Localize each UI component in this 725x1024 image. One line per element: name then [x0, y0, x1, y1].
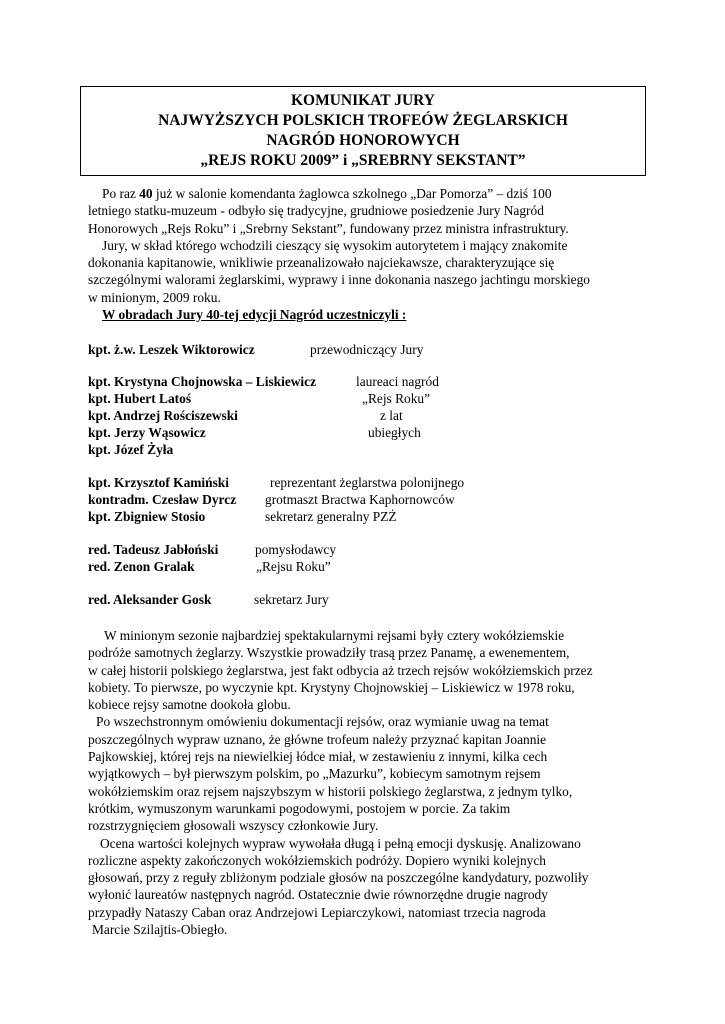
body-line: głosowań, przy z reguły zbliżonym podziale głosów na poszczególne kandydatury, pozwoliły	[88, 870, 589, 886]
title-line-3: NAGRÓD HONOROWYCH	[266, 132, 460, 149]
participants-heading: W obradach Jury 40-tej edycji Nagród uczestniczyli :	[102, 307, 407, 323]
jury-member-name: kpt. Andrzej Rościszewski	[88, 408, 238, 423]
jury-member-name: kpt. Józef Żyła	[88, 442, 174, 457]
intro-line-6: szczególnymi walorami żeglarskimi, wyprawy i inne dokonania naszego jachtingu morskiego	[88, 272, 591, 288]
body-line: rozliczne aspekty zakończonych wokółziemskich podróży. Dopiero wyniki kolejnych	[88, 852, 546, 868]
jury-member-role: laureaci nagród	[356, 374, 439, 389]
jury-member-name: kpt. Krystyna Chojnowska – Liskiewicz	[88, 374, 317, 389]
jury-member-role: z lat	[380, 408, 403, 423]
jury-member-name: red. Tadeusz Jabłoński	[88, 542, 219, 557]
jury-member-name: red. Zenon Gralak	[88, 559, 195, 574]
jury-member-role: sekretarz Jury	[254, 592, 329, 607]
jury-member-role: grotmaszt Bractwa Kaphornowców	[265, 492, 455, 507]
body-line: krótkim, wymuszonym warunkami pogodowymi, postojem w porcie. Za takim	[88, 800, 511, 816]
jury-member-name: kpt. Jerzy Wąsowicz	[88, 425, 206, 440]
jury-member-name: kpt. Zbigniew Stosio	[88, 509, 206, 524]
intro-paragraph	[88, 185, 648, 323]
jury-member-name: kpt. Krzysztof Kamiński	[88, 475, 229, 490]
intro-line-3: Honorowych „Rejs Roku” i „Srebrny Sekstant”, fundowany przez ministra infrastruktury.	[88, 220, 569, 236]
title-line-2: NAJWYŻSZYCH POLSKICH TROFEÓW ŻEGLARSKICH	[158, 112, 568, 129]
jury-member-name: red. Aleksander Gosk	[88, 592, 212, 607]
intro-text: Po raz	[102, 186, 140, 201]
body-line: Marcie Szilajtis-Obiegło.	[92, 922, 228, 938]
body-line: podróże samotnych żeglarzy. Wszystkie prowadziły trasą przez Panamę, a ewenementem,	[88, 645, 570, 661]
jury-member-role: sekretarz generalny PZŻ	[265, 509, 397, 524]
title-box	[80, 86, 646, 176]
title-line-4: „REJS ROKU 2009” i „SREBRNY SEKSTANT”	[200, 152, 526, 169]
intro-line-1	[88, 185, 648, 202]
body-line: kobiety. To pierwsze, po wyczynie kpt. Krystyny Chojnowskiej – Liskiewicz w 1978 roku,	[88, 679, 575, 695]
body-line: wyjątkowych – był pierwszym polskim, po „Mazurku”, kobiecym samotnym rejsem	[88, 766, 541, 782]
body-line: Po wszechstronnym omówieniu dokumentacji rejsów, oraz wymianie uwag na temat	[96, 714, 549, 730]
edition-number: 40	[139, 186, 153, 201]
jury-member-role: pomysłodawcy	[255, 542, 337, 557]
body-line: W minionym sezonie najbardziej spektakularnymi rejsami były cztery wokółziemskie	[104, 628, 565, 643]
intro-line-5: dokonania kapitanowie, wnikliwie przeanalizowało najciekawsze, charakteryzujące się	[88, 255, 555, 271]
body-line: kobiece rejsy samotne dookoła globu.	[88, 697, 291, 713]
body-line: rozstrzygnięciem głosowali wszyscy członkowie Jury.	[88, 818, 379, 834]
body-line: Pajkowskiej, której rejs na niewielkiej łódce miał, w zestawieniu z innymi, kilka cech	[88, 749, 548, 765]
jury-member-role: ubiegłych	[368, 425, 421, 440]
intro-line-7: w minionym, 2009 roku.	[88, 289, 221, 305]
body-paragraphs	[88, 627, 648, 938]
body-line: wyłonić laureatów następnych nagród. Ostatecznie dwie równorzędne drugie nagrody	[88, 887, 548, 903]
jury-member-role: „Rejsu Roku”	[256, 559, 331, 574]
body-line: przypadły Nataszy Caban oraz Andrzejowi Lepiarczykowi, natomiast trzecia nagroda	[88, 904, 546, 920]
intro-line-4: Jury, w skład którego wchodzili cieszący się wysokim autorytetem i mający znakomite	[102, 237, 568, 253]
jury-member-role: przewodniczący Jury	[310, 342, 424, 357]
jury-member-name: kpt. Hubert Latoś	[88, 391, 192, 406]
body-line: wokółziemskim oraz rejsem najszybszym w historii polskiego żeglarstwa, z jednym tylko,	[88, 783, 573, 799]
jury-member-role: reprezentant żeglarstwa polonijnego	[270, 475, 465, 490]
body-line: poszczególnych wypraw uznano, że główne trofeum należy przyznać kapitan Joannie	[88, 731, 547, 747]
intro-text: już w salonie komendanta żaglowca szkolnego „Dar Pomorza” – dziś 100	[152, 186, 552, 201]
body-line: w całej historii polskiego żeglarstwa, jest fakt odbycia aż trzech rejsów wokółziemskich przez	[88, 662, 593, 678]
title-line-1: KOMUNIKAT JURY	[291, 92, 435, 109]
intro-line-2: letniego statku-muzeum - odbyło się tradycyjne, grudniowe posiedzenie Jury Nagród	[88, 203, 544, 219]
body-line: Ocena wartości kolejnych wypraw wywołała długą i pełną emocji dyskusję. Analizowano	[100, 835, 581, 851]
jury-member-name: kpt. ż.w. Leszek Wiktorowicz	[88, 342, 255, 357]
jury-member-name: kontradm. Czesław Dyrcz	[88, 492, 237, 507]
jury-member-role: „Rejs Roku”	[362, 391, 431, 406]
